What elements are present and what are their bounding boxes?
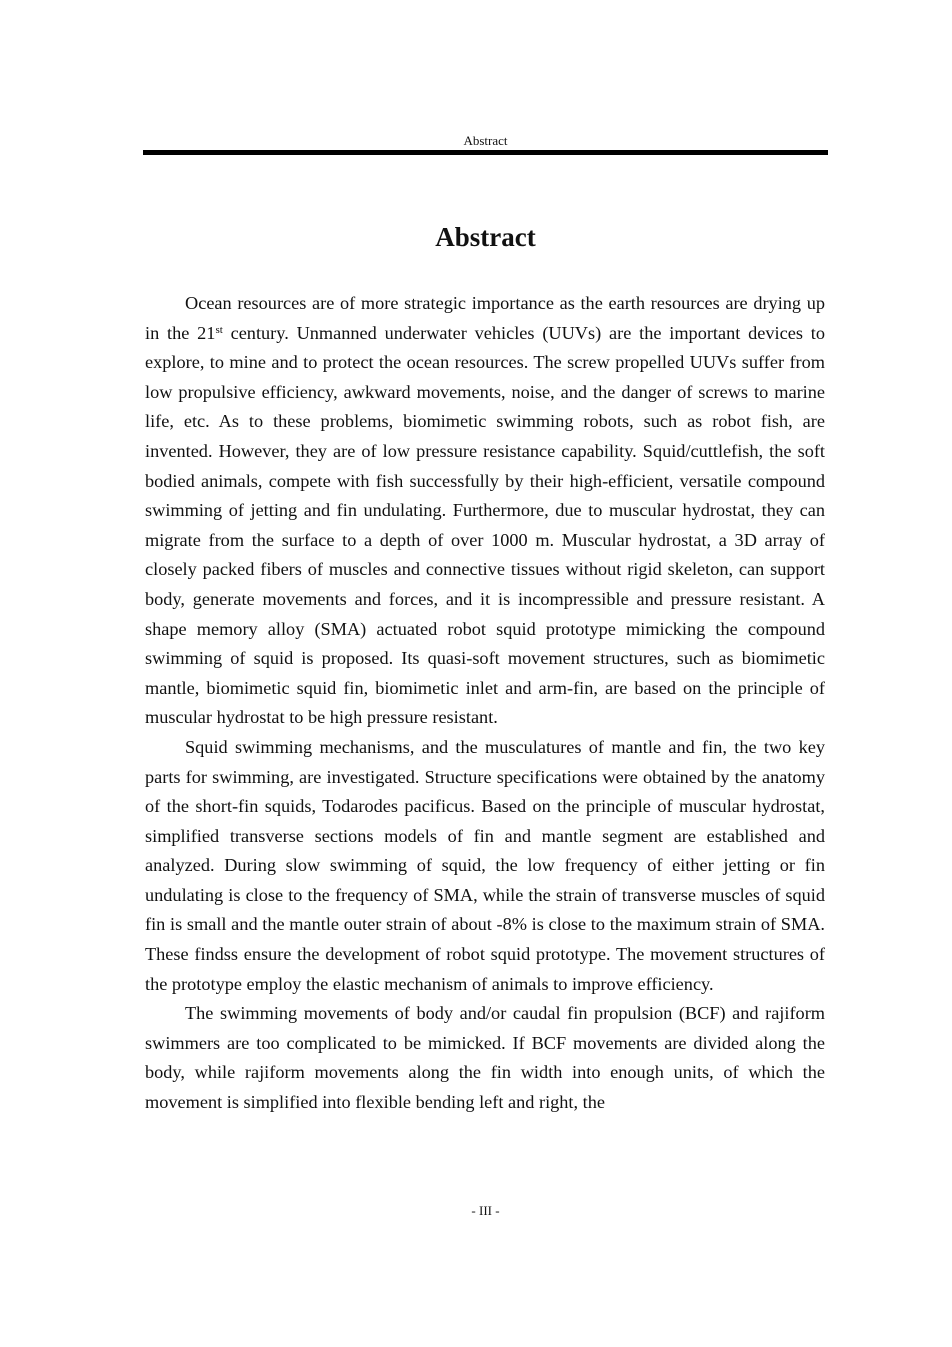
page-title: Abstract (435, 222, 536, 252)
running-header: Abstract (463, 133, 508, 148)
paragraph-3: The swimming movements of body and/or caudal fin propulsion (BCF) and rajiform swimmers are too complicated to be mimicked. If BCF movements are divided along the body, while rajiform movements along the fin width into enough units, of which the movement is simplified into flexible bending left and right, the (145, 1003, 825, 1113)
paragraph-1-text-end: century. Unmanned underwater vehicles (UUVs) are the important devices to explore, to mine and to protect the ocean resources. The screw propelled UUVs suffer from low propulsive efficiency, awkward movements, noise, and the danger of screws to marine life, etc. As to these problems, biomimetic swimming robots, such as robot fish, are invented. However, they are of low pressure resistance capability. Squid/cuttlefish, the soft bodied animals, compete with fish successfully by their high-efficient, versatile compound swimming of jetting and fin undulating. Furthermore, due to muscular hydrostat, they can migrate from the surface to a depth of over 1000 m. Muscular hydrostat, a 3D array of closely packed fibers of muscles and connective tissues without rigid skeleton, can support body, generate movements and forces, and it is incompressible and pressure resistant. A shape memory alloy (SMA) actuated robot squid prototype mimicking the compound swimming of squid is proposed. Its quasi-soft movement structures, such as biomimetic mantle, biomimetic squid fin, biomimetic inlet and arm-fin, are based on the principle of muscular hydrostat to be high pressure resistant. (145, 322, 825, 728)
paragraph-1 (145, 289, 825, 733)
paragraph-1-text-start: Ocean resources are of more strategic importance as the earth resources are drying up in the 21 (145, 293, 825, 343)
ordinal-superscript: st (215, 323, 223, 336)
abstract-body (145, 289, 825, 1118)
paragraph-2: Squid swimming mechanisms, and the musculatures of mantle and fin, the two key parts for swimming, are investigated. Structure specifications were obtained by the anatomy of the short-fin squids, Todarodes pacificus. Based on the principle of muscular hydrostat, simplified transverse sections models of fin and mantle segment are established and analyzed. During slow swimming of squid, the low frequency of either jetting or fin undulating is close to the frequency of SMA, while the strain of transverse muscles of squid fin is small and the mantle outer strain of about -8% is close to the maximum strain of SMA. These findss ensure the development of robot squid prototype. The movement structures of the prototype employ the elastic mechanism of animals to improve efficiency. (145, 736, 825, 994)
header-rule (143, 150, 828, 155)
page-number: - III - (471, 1203, 500, 1218)
